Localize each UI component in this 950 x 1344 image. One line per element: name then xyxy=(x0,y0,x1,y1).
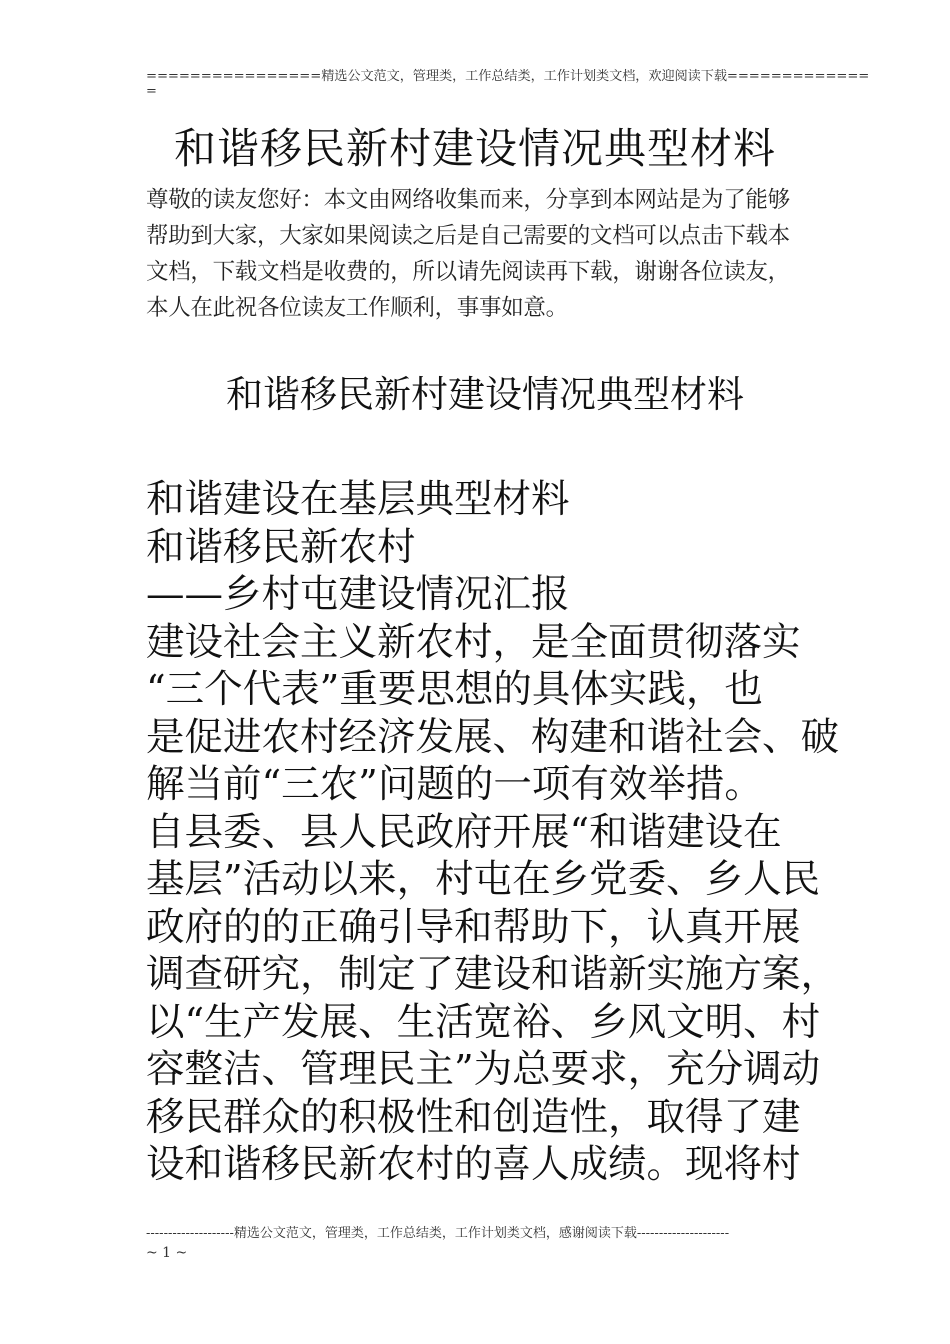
body-line: 和谐建设在基层典型材料 xyxy=(146,477,570,522)
body-line: 自县委、县人民政府开展“和谐建设在 xyxy=(146,809,782,855)
body-text xyxy=(146,476,840,1189)
document-subtitle: 和谐移民新村建设情况典型材料 xyxy=(226,373,744,416)
page-number: ~ 1 ~ xyxy=(146,1245,188,1261)
body-line: 是促进农村经济发展、构建和谐社会、破 xyxy=(146,714,840,760)
body-line: 建设社会主义新农村，是全面贯彻落实 xyxy=(146,619,801,665)
page-footer-banner: --------------------精选公文范文，管理类，工作总结类，工作计划类文档，感谢阅读下载--------------------- xyxy=(146,1226,730,1241)
body-line: 基层”活动以来，村屯在乡党委、乡人民 xyxy=(146,857,821,902)
body-line: ——乡村屯建设情况汇报 xyxy=(146,572,570,617)
body-line: 政府的的正确引导和帮助下，认真开展 xyxy=(146,904,801,950)
body-line: 设和谐移民新农村的喜人成绩。现将村 xyxy=(146,1142,801,1187)
body-line: 调查研究，制定了建设和谐新实施方案， xyxy=(146,952,840,997)
document-title: 和谐移民新村建设情况典型材料 xyxy=(173,124,776,173)
body-line: 和谐移民新农村 xyxy=(146,524,416,570)
body-line: “三个代表”重要思想的具体实践，也 xyxy=(146,667,763,712)
body-line: 移民群众的积极性和创造性，取得了建 xyxy=(146,1094,801,1140)
body-line: 容整洁、管理民主”为总要求，充分调动 xyxy=(146,1047,821,1092)
body-line: 以“生产发展、生活宽裕、乡风文明、村 xyxy=(146,999,821,1045)
reader-notice: 尊敬的读友您好：本文由网络收集而来，分享到本网站是为了能够帮助到大家，大家如果阅读之后是自己需要的文档可以点击下载本文档，下载文档是收费的，所以请先阅读再下载，谢谢各位读友，本人在此祝各位读友工作顺利，事事如意。 xyxy=(146,187,790,321)
page-header-banner: ================精选公文范文，管理类，工作总结类，工作计划类文档，欢迎阅读下载============= xyxy=(146,69,870,84)
page-header-banner-continuation: = xyxy=(146,84,157,99)
body-line: 解当前“三农”问题的一项有效举措。 xyxy=(146,762,763,807)
